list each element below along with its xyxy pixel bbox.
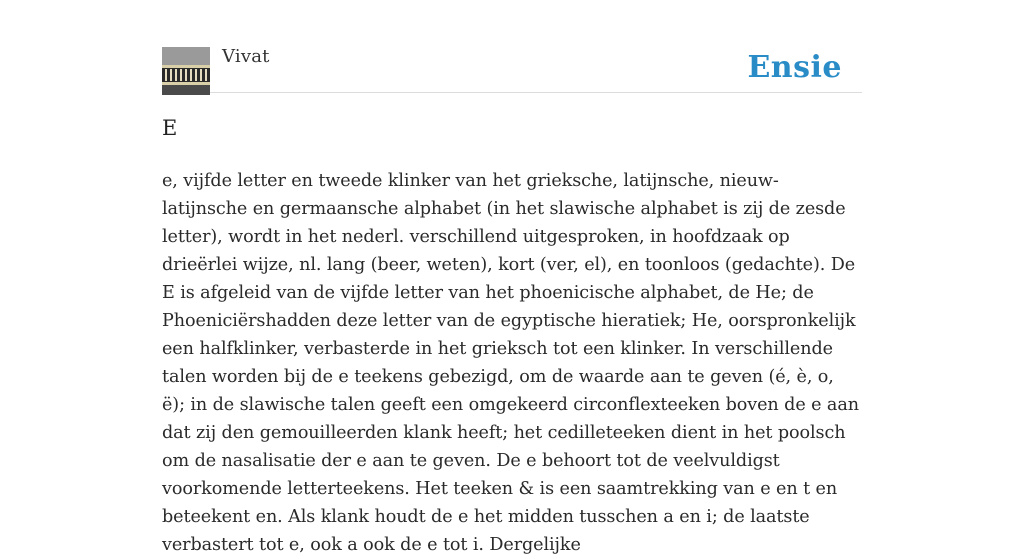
brand-logo[interactable]: Ensie <box>747 50 842 85</box>
entry-page <box>162 0 862 555</box>
author-name[interactable]: Vivat <box>222 46 270 67</box>
entry-header <box>162 0 862 93</box>
bookshelf-avatar-icon <box>162 47 210 95</box>
avatar[interactable] <box>162 47 210 95</box>
entry-body: e, vijfde letter en tweede klinker van het grieksche, latijnsche, nieuw-latijnsche en germaansche alphabet (in het slawische alphabet is zij de zesde letter), wordt in het nederl. verschillend uitgesproken, in hoofdzaak op drieërlei wijze, nl. lang (beer, weten), kort (ver, el), en toonloos (gedachte). De E is afgeleid van de vijfde letter van het phoenicische alphabet, de He; de Phoeniciërshadden deze letter van de egyptische hieratiek; He, oorspronkelijk een halfklinker, verbasterde in het grieksch tot een klinker. In verschillende talen worden bij de e teekens gebezigd, om de waarde aan te geven (é, è, o, ë); in de slawische talen geeft een omgekeerd circonflexteeken boven de e aan dat zij den gemouilleerden klank heeft; het cedilleteeken dient in het poolsch om de nasalisatie der e aan te geven. De e behoort tot de veelvuldigst voorkomende letterteekens. Het teeken & is een saamtrekking van e en t en beteekent en. Als klank houdt de e het midden tusschen a en i; de laatste verbastert tot e, ook a ook de e tot i. Dergelijke <box>162 171 859 555</box>
entry-title: E <box>162 116 178 140</box>
